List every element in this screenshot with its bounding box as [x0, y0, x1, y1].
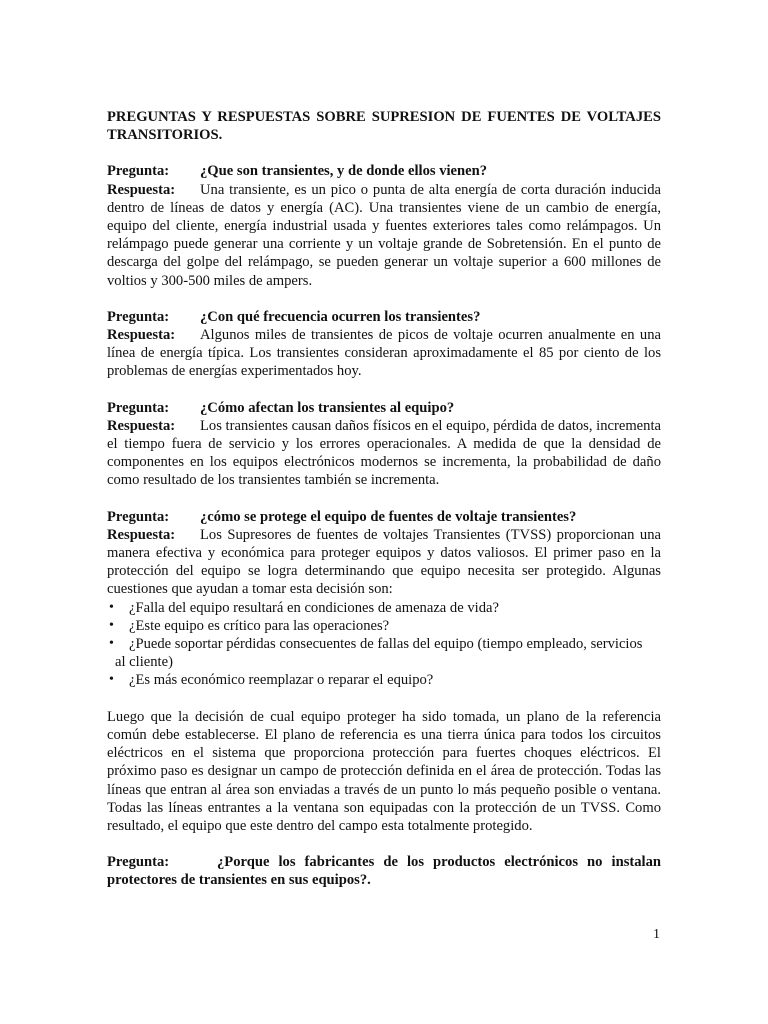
qa-block-2: [107, 308, 661, 381]
answer-3: [107, 417, 661, 490]
bullet-icon: •: [109, 599, 114, 615]
answer-4: [107, 526, 661, 599]
answer-text: Los transientes causan daños físicos en el equipo, pérdida de datos, incrementa el tiempo fuera de servicio y los errores operacionales. A medida de que la densidad de componentes en los equipos electrónicos modernos se incrementa, la probabilidad de daño como resultado de los transientes también se incrementa.: [107, 417, 661, 489]
question-label: Pregunta:: [107, 163, 170, 180]
question-5: [107, 853, 661, 889]
question-label: Pregunta:: [107, 308, 170, 325]
list-item: • ¿Es más económico reemplazar o reparar el equipo?: [109, 672, 434, 689]
qa-block-1: [107, 162, 661, 289]
answer-2: [107, 326, 661, 381]
question-4: [107, 508, 661, 526]
qa-block-4: [107, 508, 661, 599]
question-2: [107, 308, 661, 326]
document-title: PREGUNTAS Y RESPUESTAS SOBRE SUPRESION DE FUENTES DE VOLTAJES TRANSITORIOS.: [107, 109, 661, 144]
answer-label: Respuesta:: [107, 327, 176, 344]
question-text: ¿Cómo afectan los transientes al equipo?: [200, 399, 455, 416]
list-item: • ¿Este equipo es crítico para las operaciones?: [109, 617, 390, 634]
page-number: 1: [653, 927, 660, 942]
answer-text: Algunos miles de transientes de picos de voltaje ocurren anualmente en una línea de energía típica. Los transientes consideran aproximadamente el 85 por ciento de los problemas de energías experimentados hoy.: [107, 327, 661, 380]
question-text: ¿cómo se protege el equipo de fuentes de voltaje transientes?: [200, 508, 577, 525]
question-text: ¿Que son transientes, y de donde ellos vienen?: [200, 163, 488, 180]
list-item: • ¿Puede soportar pérdidas consecuentes de fallas del equipo (tiempo empleado, servicios al cliente): [107, 635, 661, 671]
body-paragraph: Luego que la decisión de cual equipo proteger ha sido tomada, un plano de la referencia común debe establecerse. El plano de referencia es una tierra única para todos los circuitos eléctricos en el sistema que proporciona protección para fuertes choques eléctricos. El próximo paso es designar un campo de protección definida en el área de protección. Todas las líneas que entran al área son enviadas a través de un punto lo más pequeño posible o ventana. Todas las líneas entrantes a la ventana son equipadas con la protección de un TVSS. Como resultado, el equipo que este dentro del campo esta totalmente protegido.: [107, 708, 661, 834]
bullet-list: [107, 599, 661, 690]
list-item: • ¿Falla del equipo resultará en condiciones de amenaza de vida?: [109, 599, 499, 616]
question-label: Pregunta:: [107, 508, 170, 525]
bullet-icon: •: [109, 617, 114, 633]
answer-text: Una transiente, es un pico o punta de alta energía de corta duración inducida dentro de líneas de datos y energía (AC). Una transientes viene de un cambio de energía, equipo del cliente, energía industrial usada y fuentes exteriores tales como relámpagos. Un relámpago puede generar una corriente y un voltaje grande de Sobretensión. En el punto de descarga del golpe del relámpago, se pueden generar un voltaje superior a 600 millones de voltios y 300-500 miles de ampers.: [107, 181, 661, 289]
question-text: ¿Porque los fabricantes de los productos electrónicos no instalan protectores de transientes en sus equipos?.: [107, 854, 661, 889]
question-text: ¿Con qué frecuencia ocurren los transientes?: [200, 308, 481, 325]
answer-1: [107, 181, 661, 290]
question-label: Pregunta:: [107, 854, 170, 871]
question-3: [107, 399, 661, 417]
answer-label: Respuesta:: [107, 181, 176, 198]
answer-text: Los Supresores de fuentes de voltajes Transientes (TVSS) proporcionan una manera efectiva y económica para proteger equipos y datos valiosos. El primer paso en la protección del equipo se logra determinando que equipo necesita ser protegido. Algunas cuestiones que ayudan a tomar esta decisión son:: [107, 526, 661, 598]
bullet-icon: •: [109, 672, 114, 688]
answer-label: Respuesta:: [107, 526, 176, 543]
bullet-icon: •: [109, 636, 114, 652]
question-label: Pregunta:: [107, 399, 170, 416]
bullet-continuation: al cliente): [115, 654, 173, 671]
qa-block-3: [107, 399, 661, 490]
question-1: [107, 162, 661, 180]
answer-label: Respuesta:: [107, 417, 176, 434]
